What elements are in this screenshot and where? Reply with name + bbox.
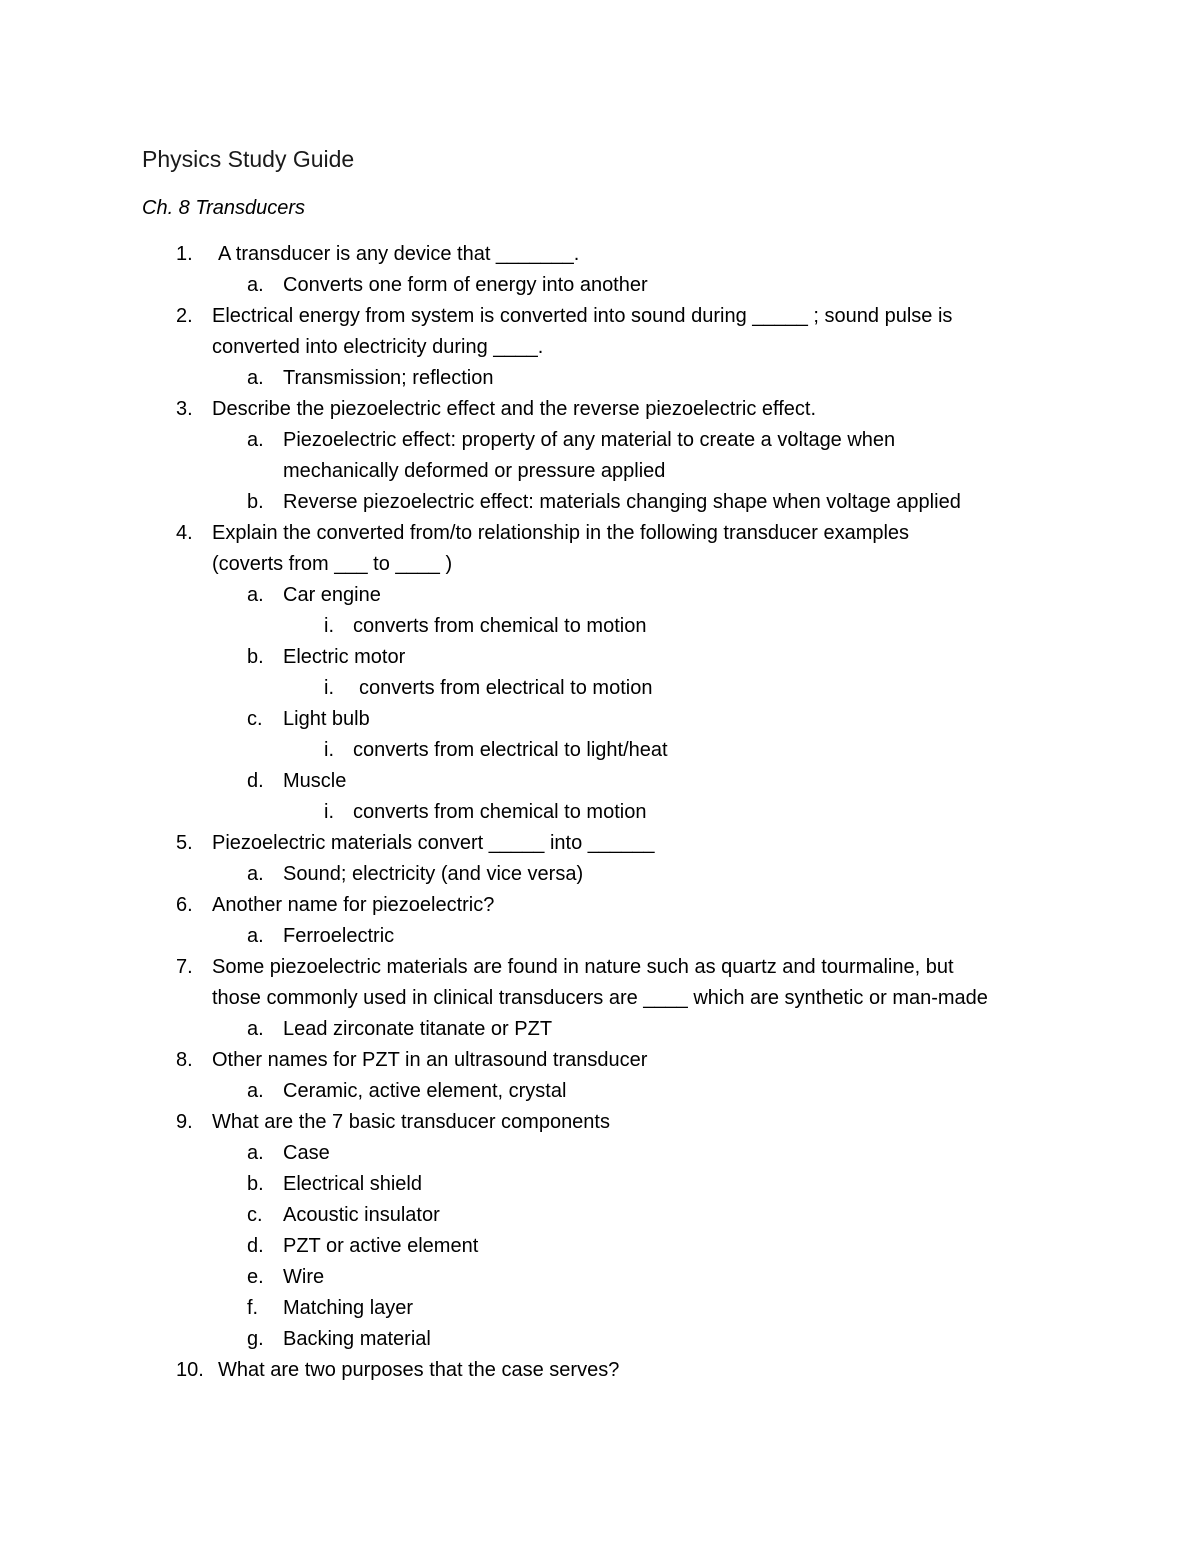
list-text: Muscle — [283, 770, 347, 792]
question-2-continuation — [0, 332, 1200, 363]
list-marker: g. — [247, 1328, 264, 1350]
list-text: Light bulb — [283, 708, 370, 730]
list-marker: a. — [247, 1080, 264, 1102]
list-marker: i. — [324, 739, 334, 761]
list-text: Explain the converted from/to relationship in the following transducer examples — [212, 522, 910, 544]
question-5 — [0, 828, 1200, 859]
list-text: Lead zirconate titanate or PZT — [283, 1018, 553, 1040]
answer-9b — [0, 1169, 1200, 1200]
list-marker: a. — [247, 429, 264, 451]
list-marker: b. — [247, 1173, 264, 1195]
list-marker: 9. — [176, 1111, 193, 1133]
list-text: mechanically deformed or pressure applied — [283, 460, 666, 482]
list-marker: 4. — [176, 522, 193, 544]
question-4 — [0, 518, 1200, 549]
list-marker: a. — [247, 1142, 264, 1164]
list-text: Ceramic, active element, crystal — [283, 1080, 567, 1102]
list-text: Piezoelectric materials convert _____ into ______ — [212, 832, 655, 854]
answer-3b — [0, 487, 1200, 518]
question-6 — [0, 890, 1200, 921]
question-7-continuation — [0, 983, 1200, 1014]
chapter-heading: Ch. 8 Transducers — [142, 197, 306, 219]
list-text: converted into electricity during ____. — [212, 336, 544, 358]
list-marker: b. — [247, 646, 264, 668]
list-marker: a. — [247, 925, 264, 947]
list-text: Wire — [283, 1266, 325, 1288]
question-8 — [0, 1045, 1200, 1076]
question-10 — [0, 1355, 1200, 1386]
list-marker: b. — [247, 491, 264, 513]
list-text: Electric motor — [283, 646, 406, 668]
question-2 — [0, 301, 1200, 332]
list-text: (coverts from ___ to ____ ) — [212, 553, 453, 575]
answer-9d — [0, 1231, 1200, 1262]
list-text: Ferroelectric — [283, 925, 395, 947]
list-text: Electrical energy from system is converted into sound during _____ ; sound pulse is — [212, 305, 953, 327]
answer-9e — [0, 1262, 1200, 1293]
list-marker: e. — [247, 1266, 264, 1288]
list-text: Reverse piezoelectric effect: materials changing shape when voltage applied — [283, 491, 961, 513]
list-marker: i. — [324, 615, 334, 637]
answer-4d-i — [0, 797, 1200, 828]
answer-3a — [0, 425, 1200, 456]
answer-4b-i — [0, 673, 1200, 704]
answer-4a — [0, 580, 1200, 611]
list-text: Describe the piezoelectric effect and the reverse piezoelectric effect. — [212, 398, 817, 420]
answer-4c-i — [0, 735, 1200, 766]
answer-9a — [0, 1138, 1200, 1169]
list-text: Converts one form of energy into another — [283, 274, 648, 296]
answer-1a — [0, 270, 1200, 301]
list-text: Transmission; reflection — [283, 367, 494, 389]
question-9 — [0, 1107, 1200, 1138]
question-1 — [0, 239, 1200, 270]
list-text: those commonly used in clinical transducers are ____ which are synthetic or man-made — [212, 987, 988, 1009]
answer-7a — [0, 1014, 1200, 1045]
list-text: converts from electrical to motion — [359, 677, 653, 699]
list-marker: a. — [247, 1018, 264, 1040]
list-marker: i. — [324, 801, 334, 823]
list-text: A transducer is any device that _______. — [218, 243, 580, 265]
list-text: PZT or active element — [283, 1235, 479, 1257]
list-marker: c. — [247, 1204, 263, 1226]
list-marker: 6. — [176, 894, 193, 916]
list-marker: f. — [247, 1297, 259, 1319]
answer-2a — [0, 363, 1200, 394]
answer-9f — [0, 1293, 1200, 1324]
list-marker: i. — [324, 677, 334, 699]
list-marker: c. — [247, 708, 263, 730]
answer-4b — [0, 642, 1200, 673]
question-3 — [0, 394, 1200, 425]
list-text: Other names for PZT in an ultrasound transducer — [212, 1049, 648, 1071]
list-text: Matching layer — [283, 1297, 414, 1319]
list-text: Car engine — [283, 584, 381, 606]
list-marker: 2. — [176, 305, 193, 327]
list-marker: 5. — [176, 832, 193, 854]
answer-9c — [0, 1200, 1200, 1231]
list-marker: 3. — [176, 398, 193, 420]
page-title: Physics Study Guide — [142, 146, 355, 172]
list-marker: 1. — [176, 243, 193, 265]
list-marker: a. — [247, 367, 264, 389]
list-text: Acoustic insulator — [283, 1204, 440, 1226]
list-marker: d. — [247, 1235, 264, 1257]
answer-4c — [0, 704, 1200, 735]
list-marker: a. — [247, 274, 264, 296]
list-text: Case — [283, 1142, 330, 1164]
answer-4a-i — [0, 611, 1200, 642]
list-text: Piezoelectric effect: property of any material to create a voltage when — [283, 429, 896, 451]
question-list — [0, 239, 1200, 1386]
list-text: Sound; electricity (and vice versa) — [283, 863, 584, 885]
question-4-continuation — [0, 549, 1200, 580]
list-text: Backing material — [283, 1328, 431, 1350]
list-text: What are two purposes that the case serves? — [218, 1359, 620, 1381]
answer-5a — [0, 859, 1200, 890]
list-text: converts from chemical to motion — [353, 801, 647, 823]
list-text: Another name for piezoelectric? — [212, 894, 495, 916]
list-marker: 10. — [176, 1359, 204, 1381]
answer-3a-continuation — [0, 456, 1200, 487]
list-marker: a. — [247, 863, 264, 885]
answer-9g — [0, 1324, 1200, 1355]
answer-8a — [0, 1076, 1200, 1107]
list-text: converts from chemical to motion — [353, 615, 647, 637]
list-marker: 8. — [176, 1049, 193, 1071]
list-marker: d. — [247, 770, 264, 792]
list-text: Electrical shield — [283, 1173, 422, 1195]
list-marker: a. — [247, 584, 264, 606]
list-text: What are the 7 basic transducer components — [212, 1111, 610, 1133]
answer-6a — [0, 921, 1200, 952]
answer-4d — [0, 766, 1200, 797]
list-marker: 7. — [176, 956, 193, 978]
question-7 — [0, 952, 1200, 983]
list-text: converts from electrical to light/heat — [353, 739, 668, 761]
list-text: Some piezoelectric materials are found in nature such as quartz and tourmaline, but — [212, 956, 954, 978]
